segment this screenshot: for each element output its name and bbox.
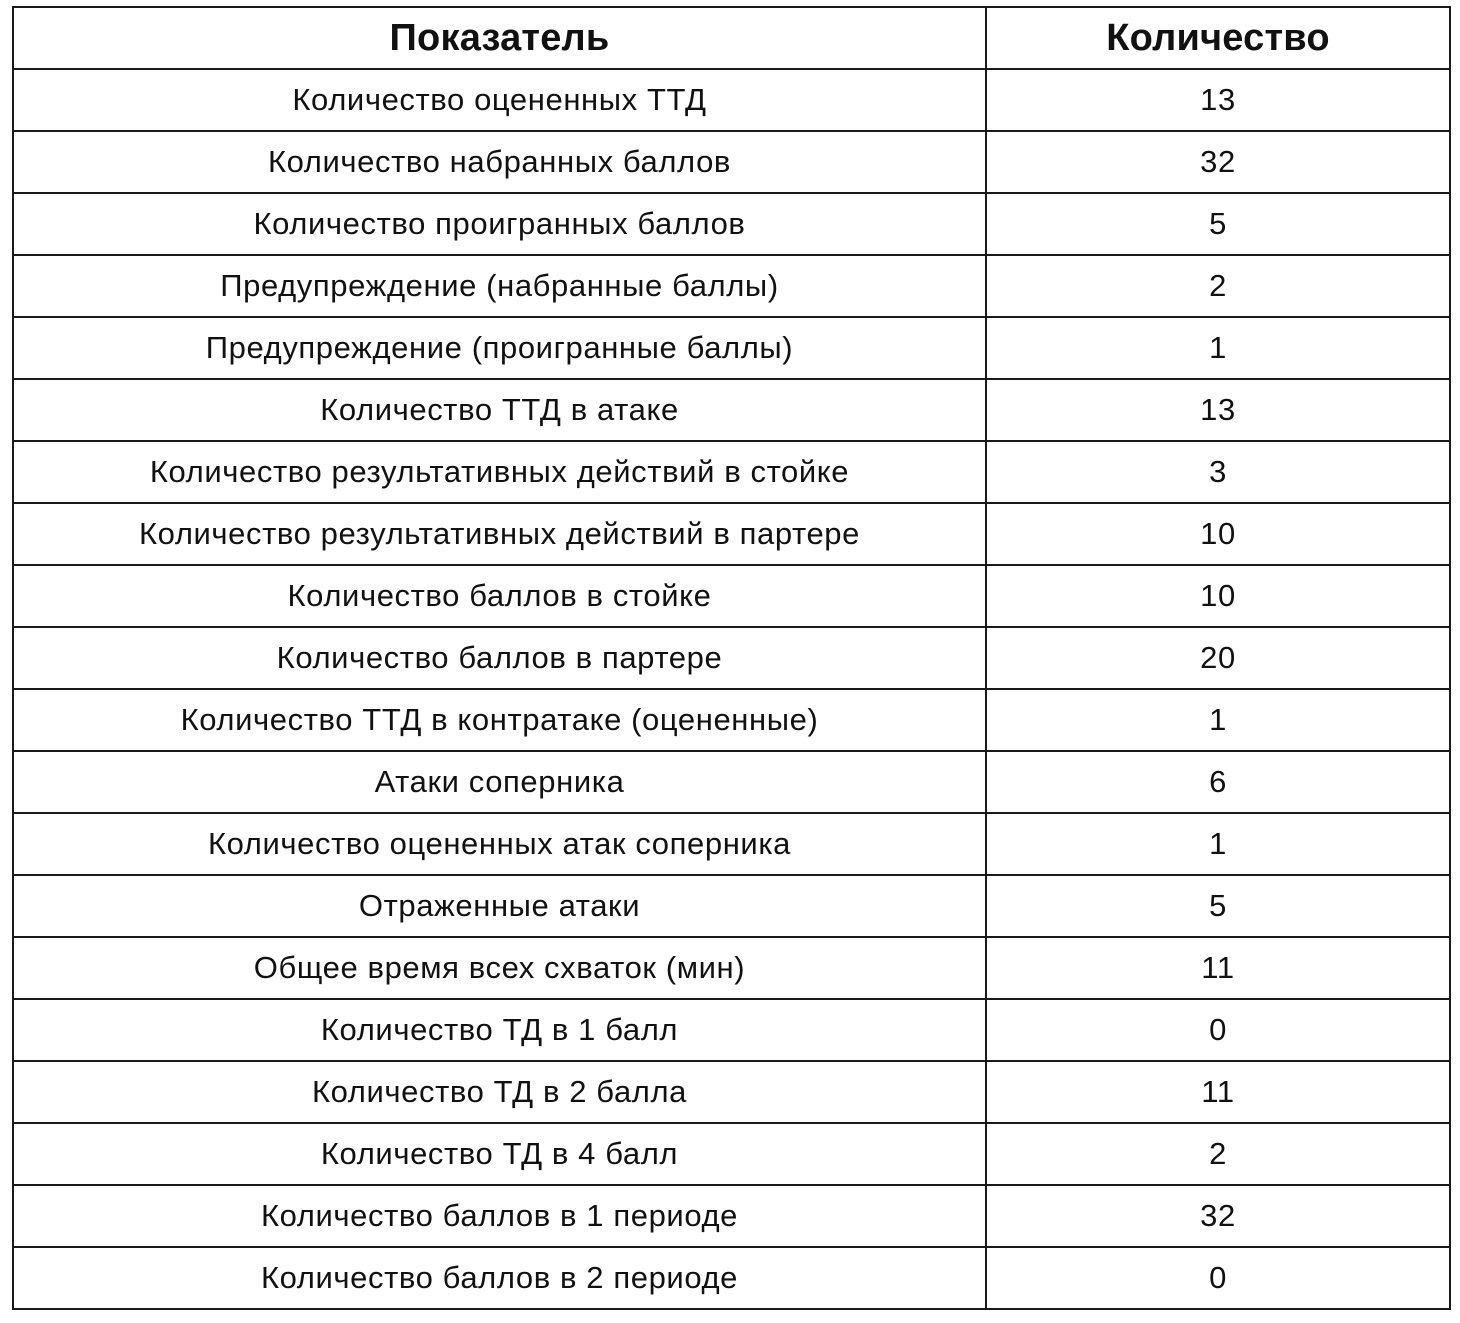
row-value: 2 <box>986 1123 1450 1185</box>
table-row <box>13 255 1450 317</box>
row-label: Отраженные атаки <box>13 875 986 937</box>
row-value: 10 <box>986 565 1450 627</box>
row-value: 20 <box>986 627 1450 689</box>
table-row <box>13 875 1450 937</box>
row-label: Количество оцененных ТТД <box>13 69 986 131</box>
table-row <box>13 1247 1450 1309</box>
table-row <box>13 565 1450 627</box>
row-label: Предупреждение (набранные баллы) <box>13 255 986 317</box>
row-value: 10 <box>986 503 1450 565</box>
row-value: 1 <box>986 813 1450 875</box>
table-row <box>13 441 1450 503</box>
table-row <box>13 937 1450 999</box>
table-row <box>13 69 1450 131</box>
table-header <box>13 7 1450 69</box>
row-label: Количество оцененных атак соперника <box>13 813 986 875</box>
row-label: Количество результативных действий в партере <box>13 503 986 565</box>
table-row <box>13 689 1450 751</box>
header-row <box>13 7 1450 69</box>
row-label: Количество набранных баллов <box>13 131 986 193</box>
row-value: 5 <box>986 875 1450 937</box>
row-value: 0 <box>986 999 1450 1061</box>
row-value: 5 <box>986 193 1450 255</box>
row-value: 11 <box>986 937 1450 999</box>
row-value: 1 <box>986 689 1450 751</box>
row-value: 0 <box>986 1247 1450 1309</box>
table-row <box>13 627 1450 689</box>
stats-table <box>12 6 1451 1310</box>
row-label: Количество баллов в 2 периоде <box>13 1247 986 1309</box>
table-row <box>13 503 1450 565</box>
row-label: Количество проигранных баллов <box>13 193 986 255</box>
table-row <box>13 379 1450 441</box>
header-indicator: Показатель <box>13 7 986 69</box>
table-row <box>13 999 1450 1061</box>
row-label: Количество баллов в 1 периоде <box>13 1185 986 1247</box>
row-value: 1 <box>986 317 1450 379</box>
row-label: Количество ТТД в контратаке (оцененные) <box>13 689 986 751</box>
row-label: Количество ТД в 4 балл <box>13 1123 986 1185</box>
row-label: Общее время всех схваток (мин) <box>13 937 986 999</box>
row-label: Атаки соперника <box>13 751 986 813</box>
table-row <box>13 193 1450 255</box>
row-value: 2 <box>986 255 1450 317</box>
table-row <box>13 1061 1450 1123</box>
row-value: 13 <box>986 379 1450 441</box>
row-value: 6 <box>986 751 1450 813</box>
row-value: 11 <box>986 1061 1450 1123</box>
table-row <box>13 813 1450 875</box>
row-label: Количество ТД в 1 балл <box>13 999 986 1061</box>
table-row <box>13 1123 1450 1185</box>
row-label: Количество результативных действий в стойке <box>13 441 986 503</box>
table-row <box>13 1185 1450 1247</box>
row-label: Количество ТД в 2 балла <box>13 1061 986 1123</box>
table-row <box>13 751 1450 813</box>
row-label: Предупреждение (проигранные баллы) <box>13 317 986 379</box>
row-label: Количество баллов в стойке <box>13 565 986 627</box>
row-value: 3 <box>986 441 1450 503</box>
row-value: 32 <box>986 131 1450 193</box>
table-row <box>13 131 1450 193</box>
table-body <box>13 69 1450 1309</box>
row-value: 13 <box>986 69 1450 131</box>
row-label: Количество ТТД в атаке <box>13 379 986 441</box>
row-label: Количество баллов в партере <box>13 627 986 689</box>
header-quantity: Количество <box>986 7 1450 69</box>
table-row <box>13 317 1450 379</box>
row-value: 32 <box>986 1185 1450 1247</box>
